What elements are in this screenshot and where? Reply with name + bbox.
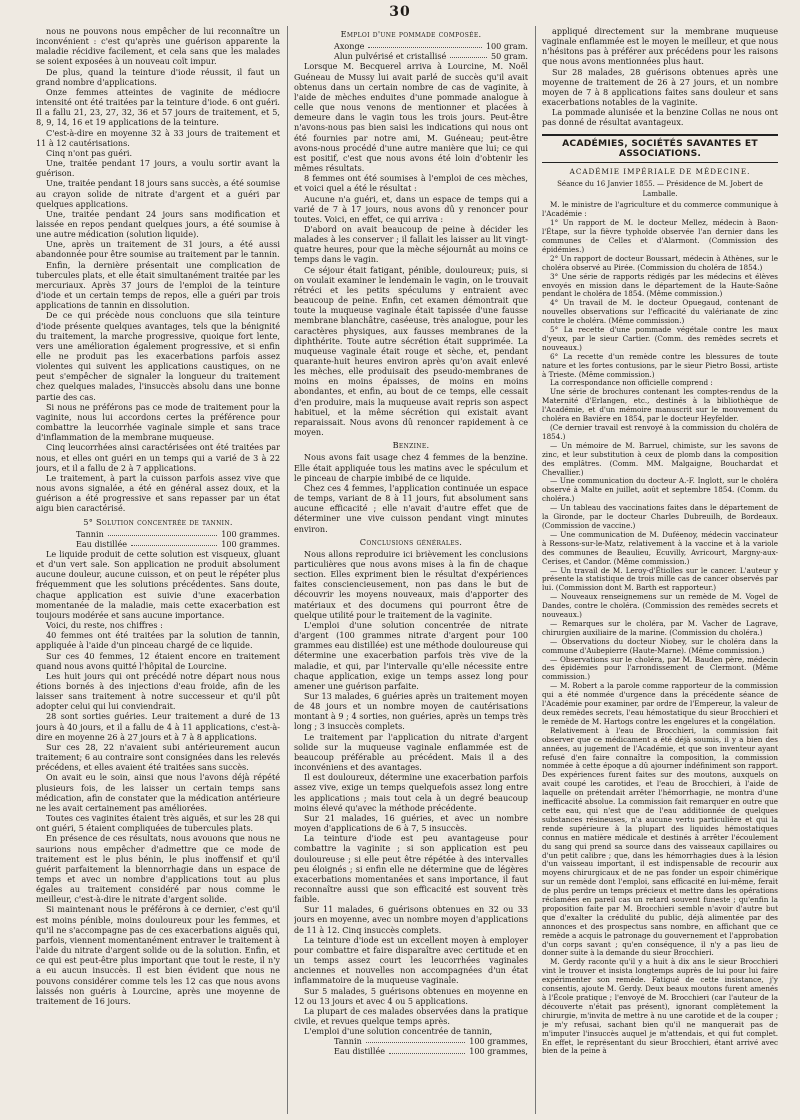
dot-leader xyxy=(108,529,217,536)
ingredient-name: Eau distillée xyxy=(334,1046,386,1057)
paragraph: M. Gerdy raconte qu'il y a huit à dix ans le sieur Brocchieri vint le trouver et insista longtemps auprès de lui pour lui faire expérimenter son remède. Fatigué de cette insistance, j'y consentis, ajoute M. Gerdy. Deux beaux moutons furent amenés à l'École pratique ; l'envoyé de M. Brocchieri (car l'auteur de la découverte n'était pas présent), ignorant complètement la chirurgie, m'invita de mettre à nu une carotide et de la couper ; je m'y refusai, sachant bien qu'il ne manquerait pas de m'imputer l'insuccès auquel je m'attendais, et qui fut complet. En effet, le représentant du sieur Brocchieri, étant arrivé avec bien de la peine à xyxy=(542,957,778,1056)
section-title-academies: ACADÉMIES, SOCIÉTÉS SAVANTES ET ASSOCIATIONS. xyxy=(542,134,778,163)
ingredient-name: Alun pulvérisé et cristallisé xyxy=(334,51,447,62)
paragraph: De plus, quand la teinture d'iode réussit, il faut un grand nombre d'applications. xyxy=(36,66,280,87)
paragraph: 4° Un travail de M. le docteur Opuegaud, contenant de nouvelles observations sur l'efficacité du valérianate de zinc contre le choléra. (Même commission.) xyxy=(542,298,778,326)
paragraph: De ce qui précède nous concluons que sila teinture d'iode présente quelques avantages, tels que la bénignité du traitement, la marche progressive, quoique fort lente, vers une amélioration également progressive, et si enfin elle ne produit pas les exacerbations parfois assez violentes qui suivent les applications caustiques, on ne peut s'empêcher de signaler la longueur du traitement chez quelques malades, l'insuccès absolu dans une bonne partie des cas. xyxy=(36,310,280,402)
paragraph: Le traitement par l'application du nitrate d'argent solide sur la muqueuse vaginale enflammée est de beaucoup préférable au précédent. Mais il a des inconvéniens et des avantages. xyxy=(294,731,528,773)
paragraph: — Une communication du docteur A.-F. Inglott, sur le choléra observé à Malte en juillet, août et septembre 1854. (Comm. du choléra.) xyxy=(542,476,778,504)
paragraph: Les huit jours qui ont précédé notre départ nous nous étions bornés à des injections d'eau froide, afin de les laisser sans traitement à notre successeur et qu'il pût adopter celui qui lui conviendrait. xyxy=(36,670,280,712)
ingredient-quantity: 100 gram. xyxy=(485,41,528,52)
column-rule xyxy=(287,26,288,1114)
recipe-line xyxy=(334,1036,528,1046)
paragraph: Une, traitée pendant 17 jours, a voulu sortir avant la guérison. xyxy=(36,158,280,179)
paragraph: — Remarques sur le choléra, par M. Vacher de Lagrave, chirurgien auxiliaire de la marine. (Commission du choléra.) xyxy=(542,618,778,637)
paragraph: Si nous ne préférons pas ce mode de traitement pour la vaginite, nous lui accordons certes la préférence pour combattre la leucorrhée vaginale simple et sans trace d'inflammation de la membrane muqueuse. xyxy=(36,401,280,443)
ingredient-name: Tannin xyxy=(76,528,104,539)
paragraph: D'abord on avait beaucoup de peine à décider les malades à les conserver ; il fallait les laisser au lit vingt-quatre heures, pour que la mèche séjournât au moins ce temps dans le vagin. xyxy=(294,223,528,265)
paragraph: Enfin, la dernière présentait une complication de tubercules plats, et elle était simultanément traitée par les mercuriaux. Après 37 jours de l'emploi de la teinture d'iode et un certain temps de repos, elle a guéri par trois applications de tannin en dissolution. xyxy=(36,259,280,311)
paragraph: La plupart de ces malades observées dans la pratique civile, et revues quelque temps après. xyxy=(294,1005,528,1026)
paragraph: — Un travail de M. Leroy-d'Étiolles sur le cancer. L'auteur y présente la statistique de trois mille cas de cancer observés par lui. (Commission dont M. Barth est rapporteur.) xyxy=(542,565,778,593)
ingredient-name: Eau distillée xyxy=(76,538,128,549)
paragraph: Sur ces 40 femmes, 12 étaient encore en traitement quand nous avons quitté l'hôpital de Lourcine. xyxy=(36,650,280,671)
paragraph: — Observations sur le choléra, par M. Bauden père, médecin des épidémies pour l'arrondissement de Clermont. (Même commission.) xyxy=(542,654,778,682)
section-heading-tannin: 5° Solution concentrée de tannin. xyxy=(83,516,233,527)
recipe-line xyxy=(334,1046,528,1056)
column-rule xyxy=(535,26,536,1114)
paragraph: 1° Un rapport de M. le docteur Mellez, médecin à Baon-l'Étape, sur la fièvre typhoïde observée l'an dernier dans les communes de Celles et d'Alarmont. (Commission des épidémies.) xyxy=(542,218,778,254)
column-1 xyxy=(36,26,280,1116)
paragraph: Il est douloureux, détermine une exacerbation parfois assez vive, exige un temps quelquefois assez long entre les applications ; mais tout cela à un degré beaucoup moins élevé qu'avec la méthode précédente. xyxy=(294,772,528,813)
dot-leader xyxy=(366,1036,465,1043)
paragraph: 40 femmes ont été traitées par la solution de tannin, appliquée à l'aide d'un pinceau chargé de ce liquide. xyxy=(36,630,280,651)
paragraph: 6° La recette d'un remède contre les blessures de toute nature et les fortes contusions, par le sieur Pietro Bossi, artiste à Trieste. (Même commission.) xyxy=(542,351,778,379)
paragraph: Une série de brochures contenant les comptes-rendus de la Maternité d'Erlangen, etc., destinés à la bibliothèque de l'Académie, et d'un mémoire manuscrit sur le mouvement du choléra en Bavière en 1854, par le docteur Heyfelder. xyxy=(542,387,778,424)
paragraph: La correspondance non officielle comprend : xyxy=(550,378,713,388)
paragraph: En présence de ces résultats, nous avouons que nous ne saurions nous empêcher d'admettre que ce mode de traitement est le plus bénin, le plus inoffensif et qu'il guérit parfaitement la blennorrhagie dans un espace de temps et avec un nombre d'applications tout au plus égales au traitement considéré par nous comme le meilleur, c'est-à-dire le nitrate d'argent solide. xyxy=(36,833,280,905)
section-heading-pommade: Emploi d'une pommade composée. xyxy=(340,29,482,39)
paragraph: appliqué directement sur la membrane muqueuse vaginale enflammée est le moyen le meilleur, et que nous n'hésitons pas à préférer aux précédens pour les raisons que nous avons mentionnées plus haut. xyxy=(542,26,778,67)
page-number: 30 xyxy=(389,4,411,20)
column-2 xyxy=(294,26,528,1116)
paragraph: — Nouveaux renseignemens sur un remède de M. Vogel de Dandes, contre le choléra. (Commission des remèdes secrets et nouveaux.) xyxy=(542,592,778,620)
paragraph: L'emploi d'une solution concentrée de nitrate d'argent (100 grammes nitrate d'argent pour 100 grammes eau distillée) est une méthode douloureuse qui détermine une exacerbation parfois très vive de la maladie, et qui, par l'intervalle qu'elle nécessite entre chaque application, exige un temps assez long pour amener une guérison parfaite. xyxy=(294,619,528,691)
recipe-line xyxy=(334,51,528,61)
ingredient-quantity: 100 grammes, xyxy=(469,1046,528,1057)
paragraph: M. le ministre de l'agriculture et du commerce communique à l'Académie : xyxy=(542,200,778,219)
paragraph: Ce séjour était fatigant, pénible, douloureux; puis, si on voulait examiner le lendemain le vagin, on le trouvait rétréci et les petits spéculums y entraient avec beaucoup de peine. Enfin, cet examen démontrait que toute la muqueuse vaginale était tapissée d'une fausse membrane blanchâtre, caséeuse, très analogue, pour les caractères physiques, aux fausses membranes de la diphthérite. Toute autre sécrétion était supprimée. La muqueuse vaginale était rouge et sèche, et, pendant quarante-huit heures environ après qu'on avait enlevé les mèches, elle produisait des pseudo-membranes de moins en moins épaisses, de moins en moins abondantes, et enfin, au bout de ce temps, elle cessait d'en produire, mais la muqueuse avait repris son aspect habituel, et la même sécrétion qui existait avant reparaissait. Nous avons dû renoncer rapidement à ce moyen. xyxy=(294,264,528,438)
paragraph: Voici, du reste, nos chiffres : xyxy=(46,620,163,631)
paragraph: Aucune n'a guéri, et, dans un espace de temps qui a varié de 7 à 17 jours, nous avons dû y renoncer pour toutes. Voici, en effet, ce qui arriva : xyxy=(294,193,528,224)
paragraph: Sur 21 malades, 16 guéries, et avec un nombre moyen d'applications de 6 à 7, 5 insuccès. xyxy=(294,812,528,834)
dot-leader xyxy=(368,41,481,48)
paragraph: — Observations du docteur Niobey, sur le choléra dans la commune d'Aubepierre (Haute-Marne). (Même commission.) xyxy=(542,636,778,655)
paragraph: La teinture d'iode est peu avantageuse pour combattre la vaginite ; si son application est peu douloureuse ; si elle peut être répétée à des intervalles peu éloignés ; si enfin elle ne détermine que de légères exacerbations momentanées et sans importance, il faut reconnaître aussi que son efficacité est souvent très faible. xyxy=(294,833,528,905)
paragraph: Sur 5 malades, 5 guérisons obtenues en moyenne en 12 ou 13 jours et avec 4 ou 5 applications. xyxy=(294,985,528,1006)
paragraph: 2° Un rapport de docteur Boussart, médecin à Athènes, sur le choléra observé au Pirée. (Commission du choléra de 1854.) xyxy=(542,253,778,272)
column-3 xyxy=(542,26,778,1116)
paragraph: Une, après un traitement de 31 jours, a été aussi abandonnée pour être soumise au traitement par le tannin. xyxy=(36,239,280,260)
paragraph: Toutes ces vaginites étaient très aiguës, et sur les 28 qui ont guéri, 5 étaient compliquées de tubercules plats. xyxy=(36,813,280,834)
paragraph: Relativement à l'eau de Brocchieri, la commission fait observer que ce médicament a été déjà soumis, il y a bien des années, au jugement de l'Académie, et que son inventeur ayant refusé d'en faire connaître la composition, la commission nommée à cette époque a dû ajourner indéfiniment son rapport. Des expériences furent faites sur des moutons, auxquels on avait coupé les carotides, et l'eau de Brocchieri, à l'aide de laquelle on prétendait arrêter l'hémorrhagie, ne montra d'une inefficacité absolue. La commission fait remarquer en outre que cette eau, qui n'est que de l'eau additionnée de quelques substances résineuses, n'a aucune vertu particulière et qui la rende supérieure à la plupart des liquides hémostatiques connus en matière médicale et destinés à arrêter l'écoulement du sang qui prend sa source dans des vaisseaux capillaires ou d'un petit calibre ; que, dans les hémorrhagies dues à la lésion d'un vaisseau important, il est indispensable de recourir aux moyens chirurgicaux et de ne pas fonder un espoir chimérique sur un remède dont l'emploi, sans efficacité en lui-même, ferait de plus perdre un temps précieux et mettre dans les opérations réclamées en pareil cas un retard souvent funeste ; qu'enfin la proposition faite par M. Brocchieri semble n'avoir d'autre but que d'exalter la crédulité du public, déjà alimentée par des annonces et des prospectus sans nombre, en affichant que ce remède a acquis le patronage du gouvernement et l'approbation d'un corps savant ; qu'en conséquence, il n'y a pas lieu de donner suite à la demande du sieur Brocchieri. xyxy=(542,725,778,958)
paragraph: — M. Robert a la parole comme rapporteur de la commission qui a été nommée d'urgence dans la précédente séance de l'Académie pour examiner, par ordre de l'Empereur, la valeur de deux remèdes secrets, l'eau hémostatique du sieur Brocchieri et le remède de M. Hartogs contre les engelures et la congélation. xyxy=(542,681,778,726)
paragraph: Cinq n'ont pas guéri. xyxy=(46,147,133,158)
paragraph: Nous allons reproduire ici brièvement les conclusions particulières que nous avons mises à la fin de chaque section. Elles expriment bien le résultat d'expériences faites consciencieusement, non pas dans le but de découvrir les moyens nouveaux, mais d'apporter des matériaux et des documens qui pourront être de quelque utilité pour le traitement de la vaginite. xyxy=(294,548,528,620)
paragraph: Nous avons fait usage chez 4 femmes de la benzine. Elle était appliquée tous les matins avec le spéculum et le pinceau de charpie imbibé de ce liquide. xyxy=(294,452,528,483)
paragraph: Sur ces 28, 22 n'avaient subi antérieurement aucun traitement; 6 au contraire sont consignées dans les relevés précédens, et elles avaient été traitées sans succès. xyxy=(36,741,280,773)
dot-leader xyxy=(450,51,487,58)
paragraph: Chez ces 4 femmes, l'application continuée un espace de temps, variant de 8 à 11 jours, fut absolument sans aucune efficacité ; elle n'avait d'autre effet que de déterminer une vive cuisson pendant vingt minutes environ. xyxy=(294,482,528,534)
dot-leader xyxy=(131,539,217,546)
paragraph: — Une communication de M. Duféenoy, médecin vaccinateur à Ressons-sur-le-Matz, relativement à la vaccine et à la variole des communes de Beaulieu, Ecuvilly, Avricourt, Margny-aux-Cerises, et Candor. (Même commission.) xyxy=(542,529,778,566)
paragraph: On avait eu le soin, ainsi que nous l'avons déjà répété plusieurs fois, de les laisser un certain temps sans médication, afin de constater que la médication antérieure ne les avait certainement pas améliorées. xyxy=(36,772,280,813)
academy-heading: ACADÉMIE IMPÉRIALE DE MÉDECINE. xyxy=(569,166,751,176)
section-heading-conclusions: Conclusions générales. xyxy=(359,536,463,547)
paragraph: La pommade alunisée et la benzine Collas ne nous ont pas donné de résultat avantageux. xyxy=(542,107,778,128)
paragraph: Cinq leucorrhées ainsi caractérisées ont été traitées par nous, et elles ont guéri en un temps qui a varié de 3 à 22 jours, et il a fallu de 2 à 7 applications. xyxy=(36,442,280,473)
seance-line: Séance du 16 Janvier 1855. — Présidence de M. Jobert de Lamballe. xyxy=(557,180,763,199)
ingredient-quantity: 100 grammes. xyxy=(221,538,280,549)
paragraph: Une, traitée pendant 24 jours sans modification et laissée en repos pendant quelques jours, a été soumise à une autre médication (solution liquide). xyxy=(36,208,280,240)
paragraph: Une, traitée pendant 18 jours sans succès, a été soumise au crayon solide de nitrate d'argent et a guéri par quelques applications. xyxy=(36,178,280,209)
recipe-line xyxy=(334,41,528,51)
ingredient-name: Tannin xyxy=(334,1036,362,1047)
paragraph: 5° La recette d'une pommade végétale contre les maux d'yeux, par le sieur Cartier. (Comm. des remèdes secrets et nouveaux.) xyxy=(542,325,778,352)
paragraph: — Un mémoire de M. Barruel, chimiste, sur les savons de zinc, et leur substitution à ceux de plomb dans la composition des emplâtres. (Comm. MM. Malgaigne, Bouchardat et Chevallier.) xyxy=(542,440,778,477)
paragraph: — Un tableau des vaccinations faites dans le département de la Gironde, par le docteur Charles Dubreuilh, de Bordeaux. (Commission de vaccine.) xyxy=(542,503,778,530)
paragraph: Sur 11 malades, 6 guérisons obtenues en 32 ou 33 jours en moyenne, avec un nombre moyen d'applications de 11 à 12. Cinq insuccès complets. xyxy=(294,904,528,935)
paragraph: C'est-à-dire en moyenne 32 à 33 jours de traitement et 11 à 12 cautérisations. xyxy=(36,127,280,148)
recipe-line xyxy=(76,529,280,539)
paragraph: 3° Une série de rapports rédigés par les médecins et élèves envoyés en mission dans le département de la Haute-Saône pendant le choléra de 1854. (Même commission.) xyxy=(542,271,778,299)
paragraph: Le traitement, à part la cuisson parfois assez vive que nous avons signalée, a été en général assez doux, et la guérison a été progressive et sans repasser par un état aigu bien caractérisé. xyxy=(36,472,280,514)
paragraph: Lorsque M. Becquerel arriva à Lourcine, M. Noël Guéneau de Mussy lui avait parlé de succès qu'il avait obtenus dans un certain nombre de cas de vaginite, à l'aide de mèches enduites d'une pommade analogue à celle que nous venons de mentionner et placées à demeure dans le vagin tous les trois jours. Peut-être n'avons-nous pas bien saisi les indications qui nous ont été fournies par notre ami, M. Guéneau; peut-être avons-nous procédé d'une autre manière que lui; ce qui est positif, c'est que nous avons été loin d'obtenir les mêmes résultats. xyxy=(294,61,528,174)
paragraph: L'emploi d'une solution concentrée de tannin, xyxy=(304,1026,493,1037)
paragraph: La teinture d'iode est un excellent moyen à employer pour combattre et faire disparaître avec certitude et en un temps assez court les leucorrhées vaginales anciennes et nouvelles non accompagnées d'un état inflammatoire de la muqueuse vaginale. xyxy=(294,934,528,986)
paragraph: 8 femmes ont été soumises à l'emploi de ces mèches, et voici quel a été le résultat : xyxy=(294,173,528,194)
dot-leader xyxy=(389,1046,465,1053)
ingredient-name: Axonge xyxy=(334,41,365,52)
paragraph: Le liquide produit de cette solution est visqueux, gluant et d'un vert sale. Son application ne produit absolument aucune douleur, aucune cuisson, et on peut le répéter plus fréquemment que les solutions précédentes. Sans doute, chaque application est suivie d'une exacerbation momentanée de la maladie, mais cette exacerbation est toujours modérée et sans aucune importance. xyxy=(36,548,280,620)
paragraph: Sur 13 malades, 6 guéries après un traitement moyen de 48 jours et un nombre moyen de cautérisations montant à 9 ; 4 sorties, non guéries, après un temps très long ; 3 insuccès complets. xyxy=(294,691,528,732)
paragraph: Si maintenant nous le préférons à ce dernier, c'est qu'il est moins pénible, moins douloureux pour les femmes, et qu'il ne s'accompagne pas de ces exacerbations aiguës qui, parfois, viennent momentanément entraver le traitement à l'aide du nitrate d'argent solide ou de la solution. Enfin, et ce qui est peut-être plus important que tout le reste, il n'y a eu aucun insuccès. Il est bien évident que nous ne pouvons considérer comme tels les 12 cas que nous avons laissés non guéris à Lourcine, après une moyenne de traitement de 16 jours. xyxy=(36,904,280,1006)
paragraph: 28 sont sorties guéries. Leur traitement a duré de 13 jours à 40 jours, et il a fallu de 4 à 11 applications, c'est-à-dire en moyenne 26 à 27 jours et à 7 à 8 applications. xyxy=(36,711,280,742)
ingredient-quantity: 100 grammes, xyxy=(469,1036,528,1047)
ingredient-quantity: 100 grammes. xyxy=(221,528,280,539)
paragraph: Onze femmes atteintes de vaginite de médiocre intensité ont été traitées par la teinture d'iode. 6 ont guéri. Il a fallu 21, 23, 27, 32, 36 et 57 jours de traitement, et 5, 8, 9, 14, 16 et 19 applications de la teinture. xyxy=(36,86,280,128)
paragraph: (Ce dernier travail est renvoyé à la commission du choléra de 1854.) xyxy=(542,423,778,441)
ingredient-quantity: 50 gram. xyxy=(491,51,528,62)
section-heading-benzine: Benzine. xyxy=(392,440,430,451)
paragraph: nous ne pouvons nous empêcher de lui reconnaître un inconvénient : c'est qu'après une guérison apparente la maladie récidive facilement, et cela sans que les malades se soient exposées à un nouveau coït impur. xyxy=(36,26,280,67)
paragraph: Sur 28 malades, 28 guérisons obtenues après une moyenne de traitement de 26 à 27 jours, et un nombre moyen de 7 à 8 applications faites sans douleur et sans exacerbations notables de la vaginite. xyxy=(542,66,778,108)
recipe-line xyxy=(76,539,280,549)
